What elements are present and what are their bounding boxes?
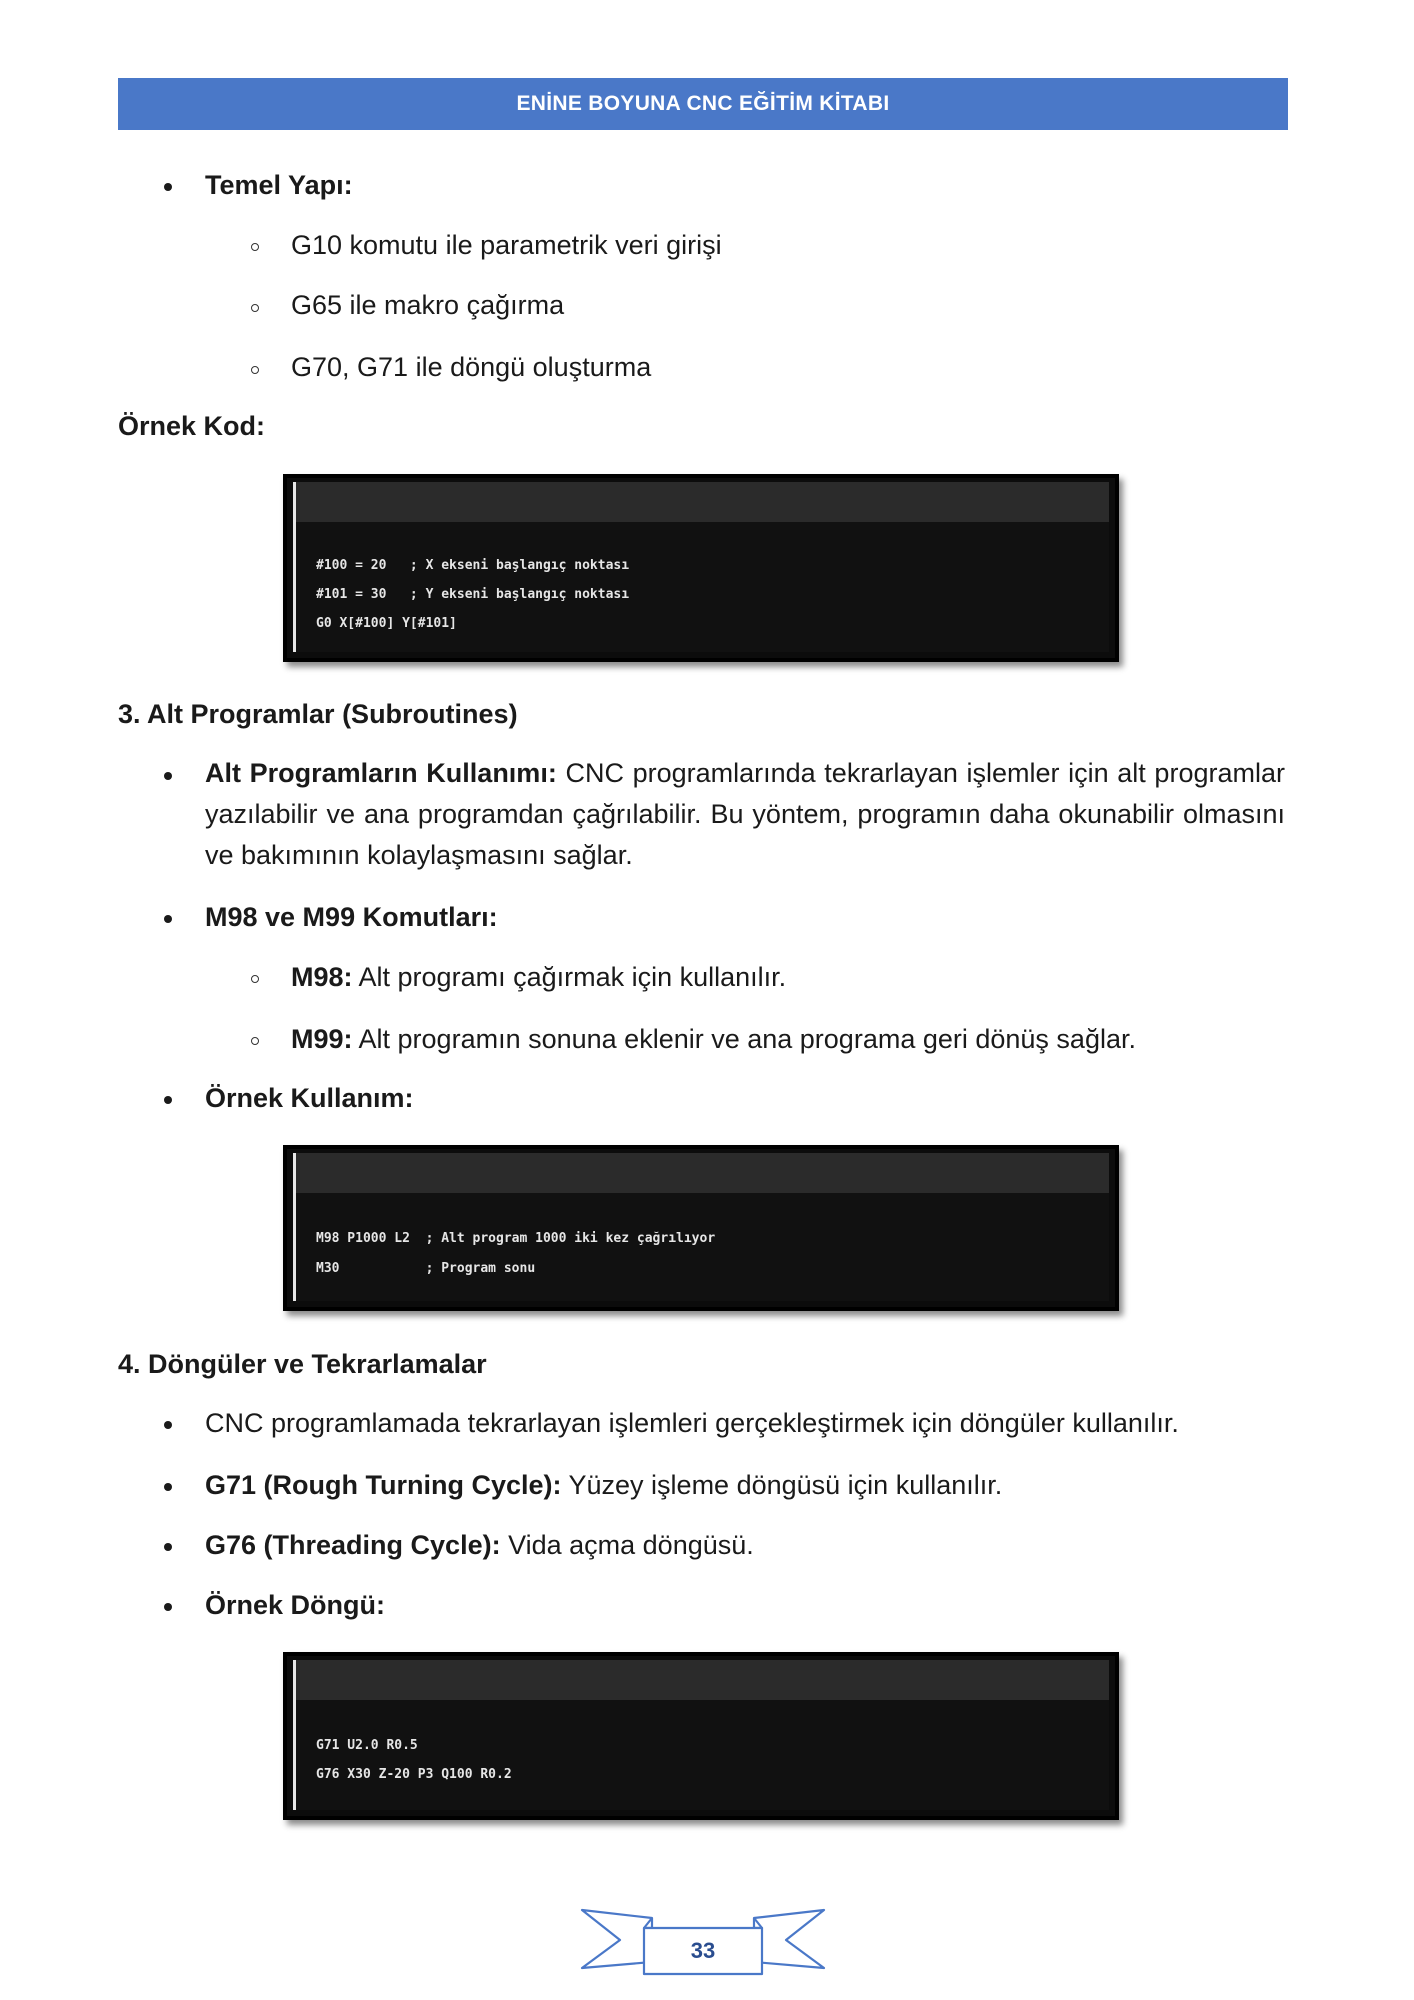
list-item <box>291 1019 1136 1059</box>
circle-bullet-icon <box>251 304 259 312</box>
code-line: G76 X30 Z-20 P3 Q100 R0.2 <box>316 1767 512 1782</box>
code-block <box>283 1652 1119 1820</box>
list-item: G65 ile makro çağırma <box>291 290 565 320</box>
list-item <box>205 1525 754 1565</box>
code-block <box>283 1145 1119 1311</box>
list-item <box>291 957 786 997</box>
code-block-header <box>296 1153 1109 1193</box>
basic-structure-heading: Temel Yapı: <box>205 170 353 200</box>
g76-text: Vida açma döngüsü. <box>500 1530 754 1560</box>
code-block-header <box>296 482 1109 522</box>
list-item: CNC programlamada tekrarlayan işlemleri gerçekleştirmek için döngüler kullanılır. <box>205 1408 1179 1438</box>
m98-label: M98: <box>291 962 353 992</box>
commands-label: M98 ve M99 Komutları: <box>205 902 498 932</box>
code-line: M30 ; Program sonu <box>316 1261 536 1276</box>
list-item: G70, G71 ile döngü oluşturma <box>291 352 652 382</box>
code-line: #101 = 30 ; Y ekseni başlangıç noktası <box>316 587 630 602</box>
code-line: G71 U2.0 R0.5 <box>316 1738 418 1753</box>
bullet-icon <box>164 772 172 780</box>
book-title: ENİNE BOYUNA CNC EĞİTİM KİTABI <box>516 92 890 115</box>
m99-text: Alt programın sonuna eklenir ve ana programa geri dönüş sağlar. <box>352 1024 1136 1054</box>
g71-label: G71 (Rough Turning Cycle): <box>205 1470 562 1500</box>
bullet-icon <box>164 1483 172 1491</box>
running-header <box>118 78 1288 130</box>
section-heading: 3. Alt Programlar (Subroutines) <box>118 699 518 729</box>
usage-paragraph <box>205 753 1285 876</box>
m98-text: Alt programı çağırmak için kullanılır. <box>352 962 787 992</box>
code-line: G0 X[#100] Y[#101] <box>316 616 457 631</box>
code-block <box>283 474 1119 662</box>
g76-label: G76 (Threading Cycle): <box>205 1530 501 1560</box>
usage-text: CNC programlarında tekrarlayan işlemler için alt programlar yazılabilir ve ana programdan çağrılabilir. Bu yöntem, programın daha okunabilir olmasını ve bakımının kolaylaşmasını sağlar. <box>205 758 1285 870</box>
section-heading: 4. Döngüler ve Tekrarlamalar <box>118 1349 487 1379</box>
code-line: #100 = 20 ; X ekseni başlangıç noktası <box>316 558 630 573</box>
example-loop-label: Örnek Döngü: <box>205 1590 385 1620</box>
page-number: 33 <box>690 1938 716 1963</box>
circle-bullet-icon <box>251 366 259 374</box>
example-code-label: Örnek Kod: <box>118 411 266 441</box>
circle-bullet-icon <box>251 1037 259 1045</box>
bullet-icon <box>164 183 172 191</box>
example-usage-label: Örnek Kullanım: <box>205 1083 414 1113</box>
circle-bullet-icon <box>251 975 259 983</box>
list-item: G10 komutu ile parametrik veri girişi <box>291 230 722 260</box>
page-number-ribbon <box>580 1900 826 1980</box>
bullet-icon <box>164 1543 172 1551</box>
m99-label: M99: <box>291 1024 353 1054</box>
circle-bullet-icon <box>251 243 259 251</box>
usage-label: Alt Programların Kullanımı: <box>205 758 557 788</box>
bullet-icon <box>164 1421 172 1429</box>
g71-text: Yüzey işleme döngüsü için kullanılır. <box>561 1470 1003 1500</box>
bullet-icon <box>164 1096 172 1104</box>
bullet-icon <box>164 915 172 923</box>
list-item <box>205 1465 1002 1505</box>
bullet-icon <box>164 1603 172 1611</box>
code-line: M98 P1000 L2 ; Alt program 1000 iki kez çağrılıyor <box>316 1231 716 1246</box>
code-block-header <box>296 1660 1109 1700</box>
